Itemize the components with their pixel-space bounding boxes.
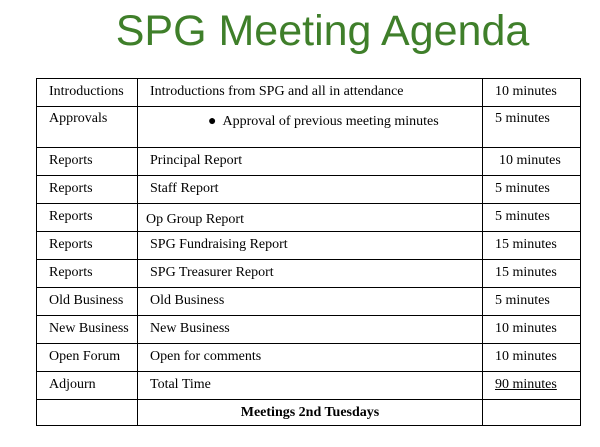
item-cell	[138, 372, 483, 400]
table-row	[37, 344, 581, 372]
table-row	[37, 148, 581, 176]
footer-note: Meetings 2nd Tuesdays	[240, 405, 380, 420]
item-label: Op Group Report	[146, 212, 244, 227]
item-label: SPG Fundraising Report	[150, 237, 288, 252]
item-cell	[138, 176, 483, 204]
item-label: SPG Treasurer Report	[150, 265, 274, 280]
item-cell	[138, 107, 483, 148]
item-cell	[138, 232, 483, 260]
section-cell	[37, 204, 138, 232]
time-label: 15 minutes	[495, 237, 557, 252]
time-cell	[483, 107, 581, 148]
agenda-table	[36, 78, 581, 426]
section-label: Introductions	[49, 84, 124, 99]
time-label: 10 minutes	[495, 349, 557, 364]
table-row	[37, 232, 581, 260]
table-row	[37, 260, 581, 288]
time-label: 5 minutes	[495, 209, 550, 224]
empty-cell	[483, 400, 581, 426]
section-cell	[37, 107, 138, 148]
table-row	[37, 79, 581, 107]
time-label: 5 minutes	[495, 181, 550, 196]
time-cell	[483, 316, 581, 344]
section-label: New Business	[49, 321, 129, 336]
item-label: Introductions from SPG and all in attendance	[150, 84, 404, 99]
footer-cell	[138, 400, 483, 426]
table-row	[37, 372, 581, 400]
section-cell	[37, 344, 138, 372]
section-label: Reports	[49, 237, 93, 252]
item-cell	[138, 260, 483, 288]
section-cell	[37, 372, 138, 400]
time-label: 10 minutes	[499, 153, 561, 168]
bullet-list-item	[150, 107, 482, 130]
section-label: Old Business	[49, 293, 124, 308]
time-cell	[483, 79, 581, 107]
empty-cell	[37, 400, 138, 426]
bullet-icon: ●	[208, 114, 217, 129]
item-cell	[138, 344, 483, 372]
time-cell	[483, 232, 581, 260]
time-label: 5 minutes	[495, 293, 550, 308]
item-cell	[138, 148, 483, 176]
section-cell	[37, 148, 138, 176]
table-row	[37, 176, 581, 204]
section-label: Reports	[49, 209, 93, 224]
time-label: 10 minutes	[495, 321, 557, 336]
section-label: Reports	[49, 153, 93, 168]
section-cell	[37, 79, 138, 107]
time-label: 15 minutes	[495, 265, 557, 280]
table-row	[37, 107, 581, 148]
time-label: 5 minutes	[495, 111, 550, 126]
item-label: Staff Report	[150, 181, 219, 196]
page-title: SPG Meeting Agenda	[115, 7, 530, 55]
time-cell	[483, 372, 581, 400]
item-label: Principal Report	[150, 153, 243, 168]
table-row	[37, 316, 581, 344]
section-label: Open Forum	[49, 349, 121, 364]
time-cell	[483, 288, 581, 316]
total-time-label: 90 minutes	[495, 377, 557, 392]
time-cell	[483, 204, 581, 232]
footer-row	[37, 400, 581, 426]
time-cell	[483, 260, 581, 288]
item-cell	[138, 288, 483, 316]
item-cell	[138, 79, 483, 107]
section-label: Reports	[49, 265, 93, 280]
time-cell	[483, 148, 581, 176]
section-cell	[37, 260, 138, 288]
item-label: New Business	[150, 321, 230, 336]
section-cell	[37, 316, 138, 344]
time-cell	[483, 176, 581, 204]
section-label: Approvals	[49, 111, 108, 126]
section-cell	[37, 232, 138, 260]
table-row	[37, 288, 581, 316]
item-cell	[138, 316, 483, 344]
time-label: 10 minutes	[495, 84, 557, 99]
item-label: Approval of previous meeting minutes	[222, 114, 439, 129]
item-label: Total Time	[150, 377, 211, 392]
item-label: Open for comments	[150, 349, 262, 364]
item-label: Old Business	[150, 293, 225, 308]
section-cell	[37, 288, 138, 316]
section-label: Reports	[49, 181, 93, 196]
section-cell	[37, 176, 138, 204]
section-label: Adjourn	[49, 377, 96, 392]
table-row	[37, 204, 581, 232]
item-cell	[138, 204, 483, 232]
time-cell	[483, 344, 581, 372]
